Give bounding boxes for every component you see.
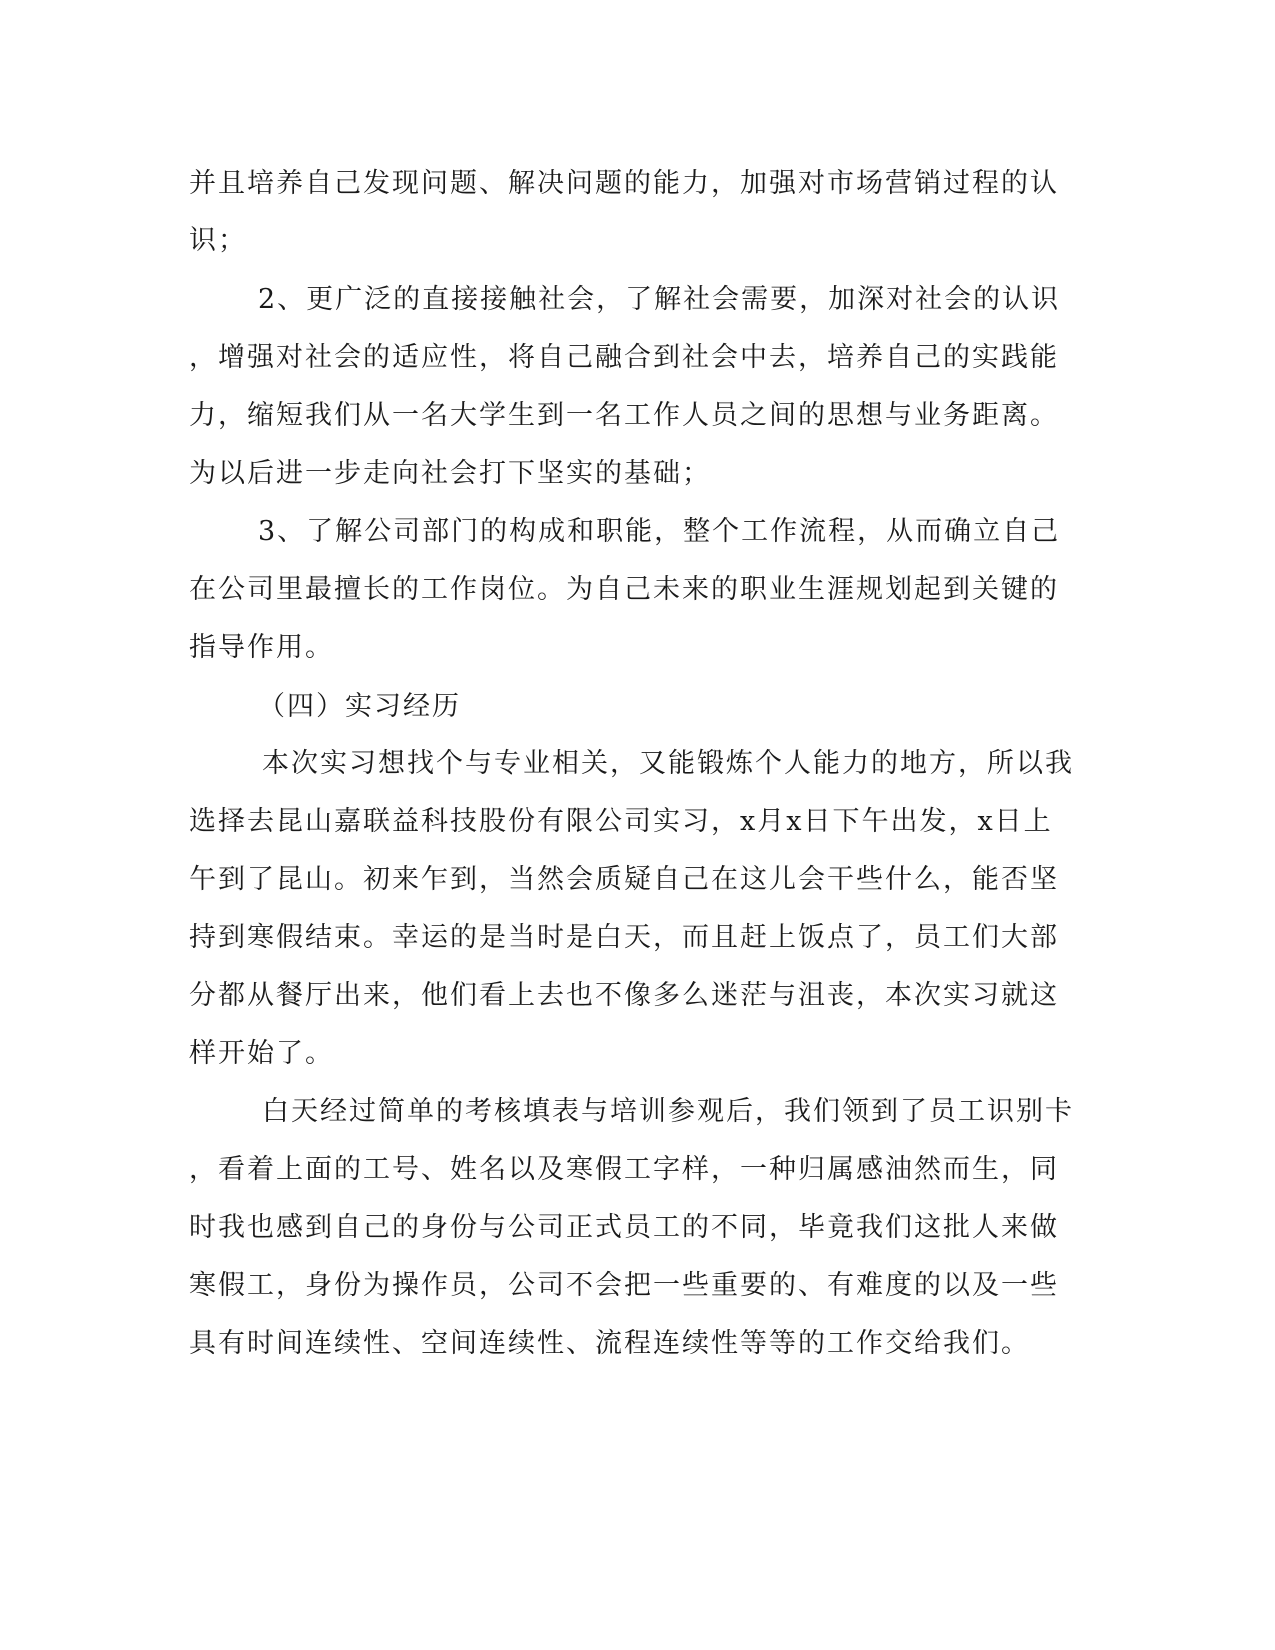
text-line: 午到了昆山。初来乍到，当然会质疑自己在这儿会干些什么，能否坚	[189, 864, 1059, 895]
text-line: 样开始了。	[189, 1038, 334, 1069]
text-line: 本次实习想找个与专业相关，又能锻炼个人能力的地方，所以我	[262, 748, 1074, 779]
text-line: ，看着上面的工号、姓名以及寒假工字样，一种归属感油然而生，同	[189, 1154, 1059, 1185]
text-line: 分都从餐厅出来，他们看上去也不像多么迷茫与沮丧，本次实习就这	[189, 980, 1059, 1011]
text-line: 寒假工，身份为操作员，公司不会把一些重要的、有难度的以及一些	[189, 1270, 1059, 1301]
section-heading: （四）实习经历	[258, 691, 461, 722]
text-line: 在公司里最擅长的工作岗位。为自己未来的职业生涯规划起到关键的	[189, 574, 1059, 605]
text-line: 指导作用。	[189, 632, 334, 663]
text-line: ，增强对社会的适应性，将自己融合到社会中去，培养自己的实践能	[189, 342, 1059, 373]
text-line: 识；	[189, 225, 247, 256]
text-line: 白天经过简单的考核填表与培训参观后，我们领到了员工识别卡	[262, 1096, 1074, 1127]
text-line: 持到寒假结束。幸运的是当时是白天，而且赶上饭点了，员工们大部	[189, 922, 1059, 953]
text-line: 为以后进一步走向社会打下坚实的基础；	[189, 458, 711, 489]
text-line: 并且培养自己发现问题、解决问题的能力，加强对市场营销过程的认	[189, 168, 1059, 199]
text-line: 时我也感到自己的身份与公司正式员工的不同，毕竟我们这批人来做	[189, 1212, 1059, 1243]
text-line: 具有时间连续性、空间连续性、流程连续性等等的工作交给我们。	[189, 1328, 1030, 1359]
text-line: 3、了解公司部门的构成和职能，整个工作流程，从而确立自己	[258, 516, 1061, 547]
text-line: 选择去昆山嘉联益科技股份有限公司实习，x月x日下午出发，x日上	[189, 806, 1053, 837]
text-line: 2、更广泛的直接接触社会，了解社会需要，加深对社会的认识	[258, 284, 1061, 315]
text-line: 力，缩短我们从一名大学生到一名工作人员之间的思想与业务距离。	[189, 400, 1059, 431]
